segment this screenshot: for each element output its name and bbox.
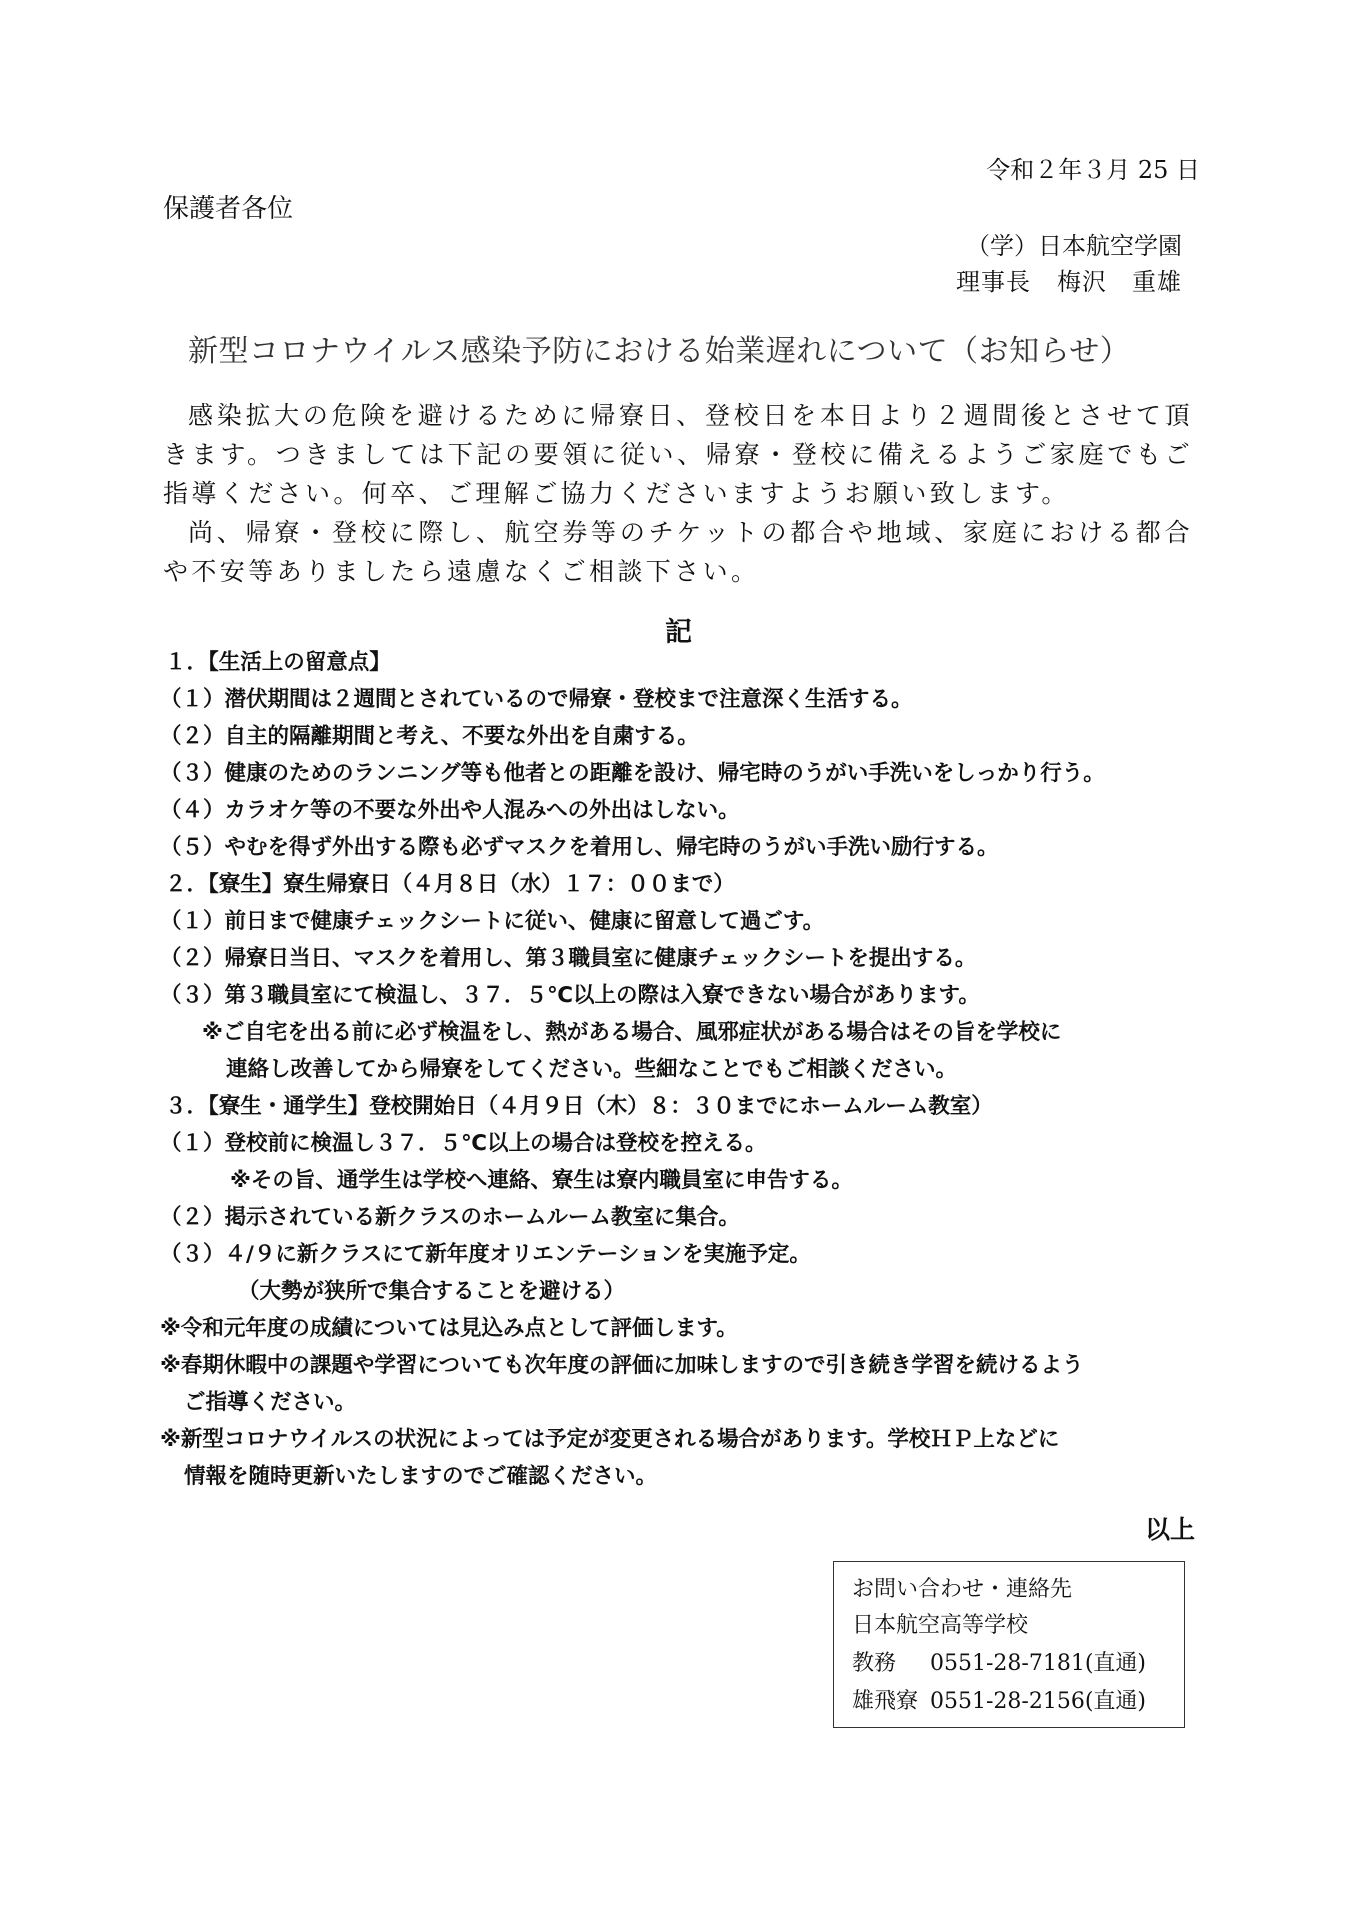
note-item: ※ご自宅を出る前に必ず検温をし、熱がある場合、風邪症状がある場合はその旨を学校に — [202, 1020, 1062, 1045]
contact-office-2-phone: 0551-28-2156(直通) — [930, 1689, 1147, 1714]
contact-office-2 — [852, 1684, 1146, 1715]
section-heading-1: １．【生活上の留意点】 — [165, 650, 391, 675]
addressee: 保護者各位 — [163, 194, 294, 224]
contact-office-1 — [852, 1646, 1146, 1677]
list-item: （３）健康のためのランニング等も他者との距離を設け、帰宅時のうがい手洗いをしっかり行う。 — [160, 761, 1105, 786]
list-item: （２）自主的隔離期間と考え、不要な外出を自粛する。 — [160, 724, 699, 749]
note-item-continued: 連絡し改善してから帰寮をしてください。些細なことでもご相談ください。 — [226, 1057, 958, 1082]
remark: ※新型コロナウイルスの状況によっては予定が変更される場合があります。学校ＨＰ上などに — [160, 1427, 1060, 1452]
contact-office-1-phone: 0551-28-7181(直通) — [930, 1651, 1147, 1676]
list-item: （１）潜伏期間は２週間とされているので帰寮・登校まで注意深く生活する。 — [160, 687, 913, 712]
sender-signature — [956, 262, 1182, 297]
contact-heading: お問い合わせ・連絡先 — [852, 1577, 1073, 1602]
remark-continued: ご指導ください。 — [184, 1390, 357, 1415]
list-item: （１）登校前に検温し３７．５℃以上の場合は登校を控える。 — [160, 1131, 767, 1156]
note-item: ※その旨、通学生は学校へ連絡、寮生は寮内職員室に申告する。 — [230, 1168, 853, 1193]
sender-name: 梅沢 重雄 — [1057, 268, 1182, 296]
remark-continued: 情報を随時更新いたしますのでご確認ください。 — [184, 1464, 658, 1489]
contact-school: 日本航空高等学校 — [852, 1613, 1029, 1638]
remark: ※春期休暇中の課題や学習についても次年度の評価に加味しますので引き続き学習を続けるよう — [160, 1353, 1084, 1378]
list-item: （３）４/９に新クラスにて新年度オリエンテーションを実施予定。 — [160, 1242, 811, 1267]
remark: ※令和元年度の成績については見込み点として評価します。 — [160, 1316, 738, 1341]
list-item: （２）掲示されている新クラスのホームルーム教室に集合。 — [160, 1205, 740, 1230]
intro-paragraph-2: 尚、帰寮・登校に際し、航空券等のチケットの都合や地域、家庭における都合や不安等ありましたら遠慮なくご相談下さい。 — [163, 518, 1193, 586]
contact-office-1-label: 教務 — [852, 1651, 897, 1676]
list-item-note: （大勢が狭所で集合することを避ける） — [238, 1279, 626, 1304]
ki-heading: 記 — [665, 617, 692, 648]
intro-paragraphs — [163, 396, 1193, 591]
document-title: 新型コロナウイルス感染予防における始業遅れについて（お知らせ） — [188, 334, 1131, 369]
contact-box — [833, 1561, 1185, 1728]
list-item: （２）帰寮日当日、マスクを着用し、第３職員室に健康チェックシートを提出する。 — [160, 946, 977, 971]
sender-organization: （学）日本航空学園 — [966, 232, 1182, 260]
list-item: （１）前日まで健康チェックシートに従い、健康に留意して過ごす。 — [160, 909, 825, 934]
intro-paragraph-1: 感染拡大の危険を避けるために帰寮日、登校日を本日より２週間後とさせて頂きます。つきましては下記の要領に従い、帰寮・登校に備えるようご家庭でもご指導ください。何卒、ご理解ご協力くださいますようお願い致します。 — [163, 401, 1193, 508]
section-heading-2: ２．【寮生】寮生帰寮日（４月８日（水）１７：００まで） — [165, 872, 735, 897]
document-date: 令和２年３月 25 日 — [986, 156, 1200, 184]
sender-title: 理事長 — [956, 268, 1031, 296]
list-item: （５）やむを得ず外出する際も必ずマスクを着用し、帰宅時のうがい手洗い励行する。 — [160, 835, 999, 860]
list-item: （４）カラオケ等の不要な外出や人混みへの外出はしない。 — [160, 798, 740, 823]
list-item: （３）第３職員室にて検温し、３７．５℃以上の際は入寮できない場合があります。 — [160, 983, 980, 1008]
closing-ijou: 以上 — [1144, 1515, 1195, 1544]
section-heading-3: ３．【寮生・通学生】登校開始日（４月９日（木）８：３０までにホームルーム教室） — [165, 1094, 993, 1119]
contact-office-2-label: 雄飛寮 — [852, 1689, 919, 1714]
